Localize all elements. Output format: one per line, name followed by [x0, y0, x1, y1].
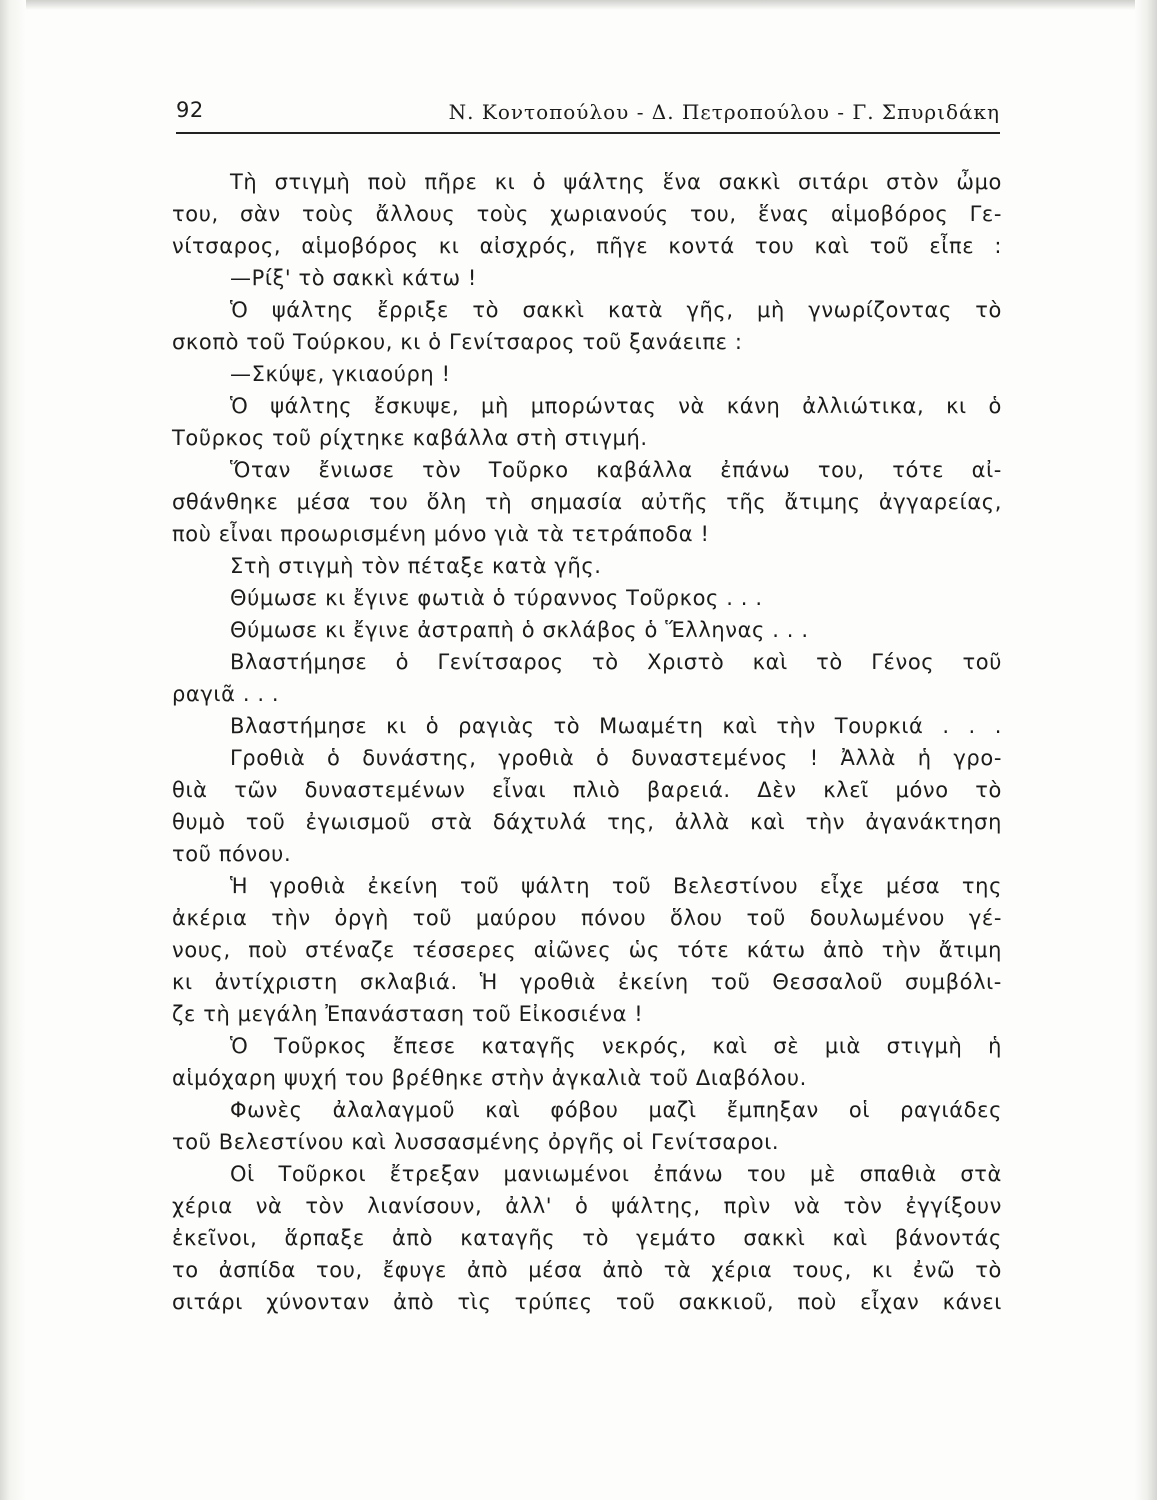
text-line: νίτσαρος, αἱμοβόρος κι αἰσχρός, πῆγε κοντά του καὶ τοῦ εἶπε : — [172, 234, 1002, 258]
text-line: Ὅταν ἔνιωσε τὸν Τοῦρκο καβάλλα ἐπάνω του, τότε αἰ- — [230, 458, 1002, 482]
text-line: νους, ποὺ στέναζε τέσσερες αἰῶνες ὡς τότε κάτω ἀπὸ τὴν ἄτιμη — [172, 938, 1002, 962]
text-line: —Ρίξ' τὸ σακκὶ κάτω ! — [230, 266, 477, 290]
text-line: τοῦ Βελεστίνου καὶ λυσσασμένης ὀργῆς οἱ Γενίτσαροι. — [172, 1130, 780, 1154]
page-top-shadow — [0, 0, 1157, 10]
text-line: Βλαστήμησε ὁ Γενίτσαρος τὸ Χριστὸ καὶ τὸ Γένος τοῦ — [230, 650, 1002, 674]
text-line: θιὰ τῶν δυναστεμένων εἶναι πλιὸ βαρειά. Δὲν κλεῖ μόνο τὸ — [172, 778, 1002, 802]
text-line: Οἱ Τοῦρκοι ἔτρεξαν μανιωμένοι ἐπάνω του μὲ σπαθιὰ στὰ — [230, 1162, 1002, 1186]
text-line: Γροθιὰ ὁ δυνάστης, γροθιὰ ὁ δυναστεμένος ! Ἀλλὰ ἡ γρο- — [230, 746, 1002, 770]
text-line: σιτάρι χύνονταν ἀπὸ τὶς τρύπες τοῦ σακκιοῦ, ποὺ εἶχαν κάνει — [172, 1290, 1002, 1314]
text-line: ραγιᾶ . . . — [172, 682, 280, 706]
text-line: κι ἀντίχριστη σκλαβιά. Ἡ γροθιὰ ἐκείνη τοῦ Θεσσαλοῦ συμβόλι- — [172, 970, 1002, 994]
text-line: Φωνὲς ἀλαλαγμοῦ καὶ φόβου μαζὶ ἔμπηξαν οἱ ραγιάδες — [230, 1098, 1002, 1122]
running-head: Ν. Κοντοπούλου - Δ. Πετροπούλου - Γ. Σπυριδάκη — [448, 100, 1000, 124]
text-line: Θύμωσε κι ἔγινε ἀστραπὴ ὁ σκλάβος ὁ Ἕλληνας . . . — [230, 618, 809, 642]
book-gutter-shadow — [0, 0, 26, 1500]
text-line: Θύμωσε κι ἔγινε φωτιὰ ὁ τύραννος Τοῦρκος . . . — [230, 586, 763, 610]
page-header — [176, 96, 1000, 134]
text-line: σθάνθηκε μέσα του ὅλη τὴ σημασία αὐτῆς τῆς ἄτιμης ἀγγαρείας, — [172, 490, 1002, 514]
text-line: ἐκεῖνοι, ἅρπαξε ἀπὸ καταγῆς τὸ γεμάτο σακκὶ καὶ βάνοντάς — [172, 1226, 1002, 1250]
text-line: του, σὰν τοὺς ἄλλους τοὺς χωριανούς του, ἕνας αἱμοβόρος Γε- — [172, 202, 1002, 226]
text-line: θυμὸ τοῦ ἐγωισμοῦ στὰ δάχτυλά της, ἀλλὰ καὶ τὴν ἀγανάκτηση — [172, 810, 1002, 834]
text-line: αἱμόχαρη ψυχή του βρέθηκε στὴν ἀγκαλιὰ τοῦ Διαβόλου. — [172, 1066, 807, 1090]
text-line: Τοῦρκος τοῦ ρίχτηκε καβάλλα στὴ στιγμή. — [172, 426, 648, 450]
text-line: Ὁ ψάλτης ἔρριξε τὸ σακκὶ κατὰ γῆς, μὴ γνωρίζοντας τὸ — [230, 298, 1002, 322]
text-line: Βλαστήμησε κι ὁ ραγιὰς τὸ Μωαμέτη καὶ τὴν Τουρκιά . . . — [230, 714, 1002, 738]
text-line: —Σκύψε, γκιαούρη ! — [230, 362, 451, 386]
text-line: Τὴ στιγμὴ ποὺ πῆρε κι ὁ ψάλτης ἕνα σακκὶ σιτάρι στὸν ὦμο — [230, 170, 1002, 194]
body-text — [172, 166, 1002, 1318]
text-line: ἀκέρια τὴν ὀργὴ τοῦ μαύρου πόνου ὅλου τοῦ δουλωμένου γέ- — [172, 906, 1002, 930]
page-edge-shadow — [1135, 0, 1157, 1500]
text-line: Ἡ γροθιὰ ἐκείνη τοῦ ψάλτη τοῦ Βελεστίνου εἶχε μέσα της — [230, 874, 1002, 898]
text-line: τοῦ πόνου. — [172, 842, 292, 866]
text-line: Ὁ Τοῦρκος ἔπεσε καταγῆς νεκρός, καὶ σὲ μιὰ στιγμὴ ἡ — [230, 1034, 1002, 1058]
text-line: Στὴ στιγμὴ τὸν πέταξε κατὰ γῆς. — [230, 554, 602, 578]
text-line: ποὺ εἶναι προωρισμένη μόνο γιὰ τὰ τετράποδα ! — [172, 522, 710, 546]
text-line: Ὁ ψάλτης ἔσκυψε, μὴ μπορώντας νὰ κάνη ἀλλιώτικα, κι ὁ — [230, 394, 1002, 418]
text-line: ζε τὴ μεγάλη Ἐπανάσταση τοῦ Εἰκοσιένα ! — [172, 1002, 644, 1026]
text-line: το ἀσπίδα του, ἔφυγε ἀπὸ μέσα ἀπὸ τὰ χέρια τους, κι ἐνῶ τὸ — [172, 1258, 1002, 1282]
page-number: 92 — [176, 98, 204, 122]
text-line: χέρια νὰ τὸν λιανίσουν, ἀλλ' ὁ ψάλτης, πρὶν νὰ τὸν ἐγγίξουν — [172, 1194, 1002, 1218]
text-line: σκοπὸ τοῦ Τούρκου, κι ὁ Γενίτσαρος τοῦ ξανάειπε : — [172, 330, 743, 354]
